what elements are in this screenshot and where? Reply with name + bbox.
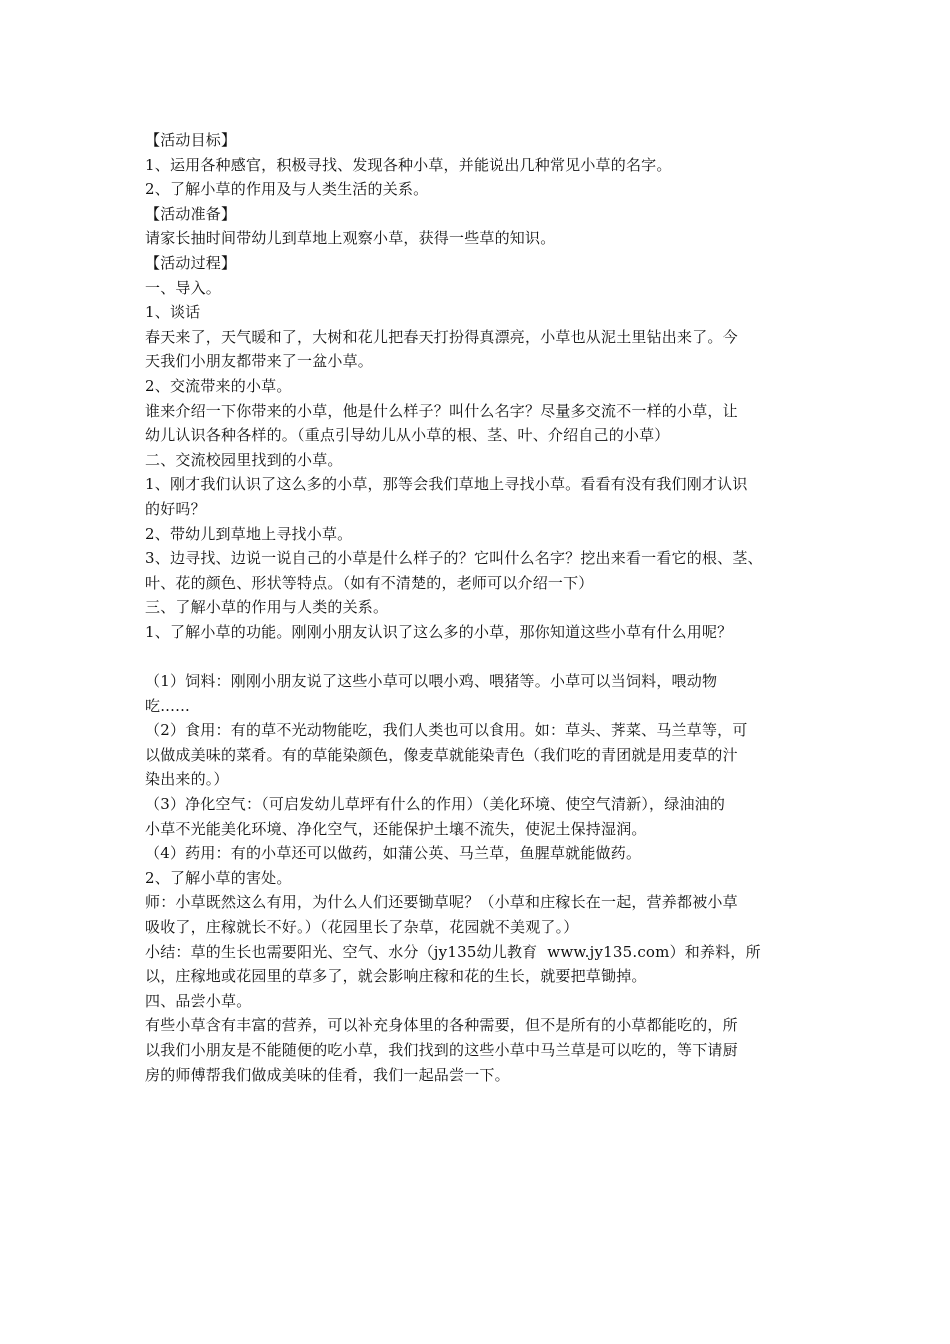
text-line: （4）药用：有的小草还可以做药，如蒲公英、马兰草，鱼腥草就能做药。: [145, 844, 642, 863]
text-line: 以我们小朋友是不能随便的吃小草，我们找到的这些小草中马兰草是可以吃的，等下请厨: [145, 1040, 738, 1059]
section-heading-preparation: 【活动准备】: [145, 204, 237, 223]
text-line: 房的师傅帮我们做成美味的佳肴，我们一起品尝一下。: [145, 1065, 510, 1084]
text-line: 2、交流带来的小草。: [145, 376, 292, 395]
text-line: 小草不光能美化环境、净化空气，还能保护土壤不流失，使泥土保持湿润。: [145, 819, 647, 838]
text-line: 二、交流校园里找到的小草。: [145, 450, 343, 469]
section-heading-process: 【活动过程】: [145, 253, 237, 272]
text-line: 请家长抽时间带幼儿到草地上观察小草，获得一些草的知识。: [145, 229, 556, 248]
text-line: 幼儿认识各种各样的。（重点引导幼儿从小草的根、茎、叶、介绍自己的小草）: [145, 426, 670, 445]
text-line: 吃......: [145, 696, 191, 715]
document-body: [145, 128, 825, 1087]
text-line: 2、了解小草的害处。: [145, 868, 292, 887]
text-line: 有些小草含有丰富的营养，可以补充身体里的各种需要，但不是所有的小草都能吃的，所: [145, 1016, 738, 1035]
text-line: （1）饲料：刚刚小朋友说了这些小草可以喂小鸡、喂猪等。小草可以当饲料，喂动物: [145, 672, 718, 691]
text-line: 三、了解小草的作用与人类的关系。: [145, 598, 389, 617]
text-line: 1、谈话: [145, 303, 201, 322]
text-line: 四、品尝小草。: [145, 991, 252, 1010]
text-line: 天我们小朋友都带来了一盆小草。: [145, 352, 374, 371]
text-line: 吸收了，庄稼就长不好。）（花园里长了杂草，花园就不美观了。）: [145, 918, 579, 936]
text-line: 春天来了，天气暖和了，大树和花儿把春天打扮得真漂亮，小草也从泥土里钻出来了。今: [145, 327, 738, 346]
text-line: 以做成美味的菜肴。有的草能染颜色，像麦草就能染青色（我们吃的青团就是用麦草的汁: [145, 745, 738, 764]
text-line: 以，庄稼地或花园里的草多了，就会影响庄稼和花的生长，就要把草锄掉。: [145, 967, 647, 986]
text-line: （3）净化空气：（可启发幼儿草坪有什么的作用）（美化环境、使空气清新），绿油油的: [145, 795, 726, 814]
text-line: 染出来的。）: [145, 770, 229, 789]
text-line: 1、刚才我们认识了这么多的小草，那等会我们草地上寻找小草。看看有没有我们刚才认识: [145, 475, 748, 494]
text-line: 谁来介绍一下你带来的小草，他是什么样子？叫什么名字？尽量多交流不一样的小草，让: [145, 401, 738, 420]
text-line: 2、了解小草的作用及与人类生活的关系。: [145, 180, 429, 199]
text-line: 1、运用各种感官，积极寻找、发现各种小草，并能说出几种常见小草的名字。: [145, 155, 672, 174]
text-line: 的好吗？: [145, 499, 206, 518]
text-line: 叶、花的颜色、形状等特点。（如有不清楚的，老师可以介绍一下）: [145, 573, 594, 592]
text-line: 3、边寻找、边说一说自己的小草是什么样子的？它叫什么名字？挖出来看一看它的根、茎、: [145, 549, 763, 568]
text-line: 小结：草的生长也需要阳光、空气、水分（jy135幼儿教育 www.jy135.com）和养料，所: [145, 942, 761, 961]
text-line: 2、带幼儿到草地上寻找小草。: [145, 524, 353, 543]
text-line: 1、了解小草的功能。刚刚小朋友认识了这么多的小草，那你知道这些小草有什么用呢？: [145, 622, 733, 641]
section-heading-goals: 【活动目标】: [145, 131, 237, 149]
text-line: （2）食用：有的草不光动物能吃，我们人类也可以食用。如：草头、荠菜、马兰草等，可: [145, 721, 748, 740]
blank-line: [145, 644, 825, 669]
text-line: 一、导入。: [145, 278, 222, 297]
text-line: 师：小草既然这么有用，为什么人们还要锄草呢？（小草和庄稼长在一起，营养都被小草: [145, 893, 738, 912]
